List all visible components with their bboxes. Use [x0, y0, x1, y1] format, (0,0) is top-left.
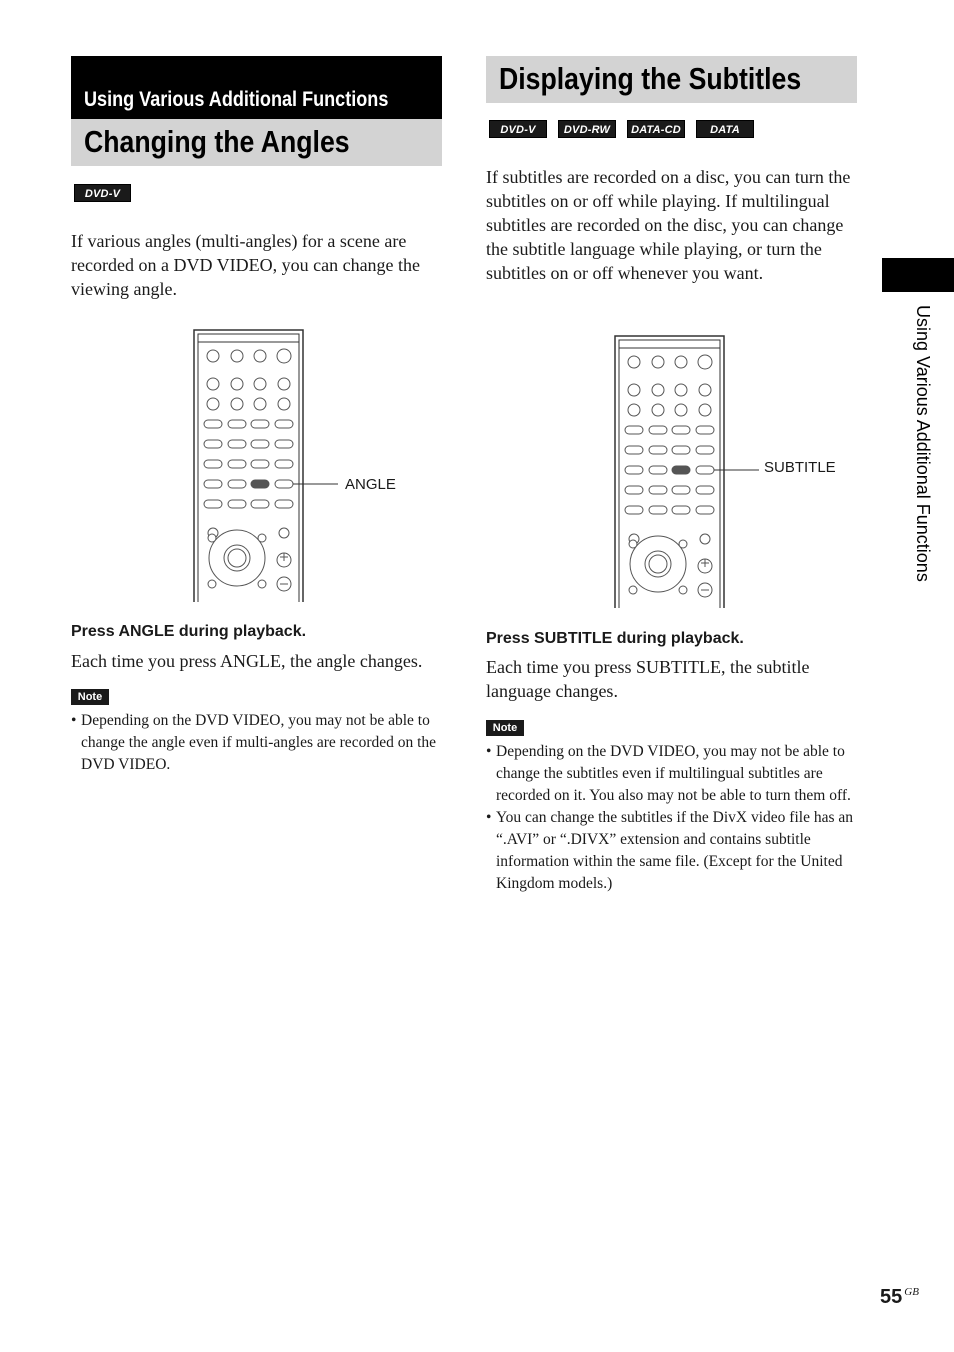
angles-note-tag: Note [71, 689, 109, 705]
badge-dvd-rw: DVD-RW [558, 120, 616, 138]
note-item: • You can change the subtitles if the DivX video file has an “.AVI” or “.DIVX” extension and contains subtitle information within the same file. (Except for the United Kingdom models.) [486, 807, 858, 895]
badge-data-cd: DATA-CD [627, 120, 685, 138]
remote-illustration-angle [190, 328, 400, 604]
note-item: • Depending on the DVD VIDEO, you may not be able to change the subtitles even if multilingual subtitles are recorded on it. You also may not be able to turn them off. [486, 741, 858, 807]
subtitles-note-tag: Note [486, 720, 524, 736]
subtitles-instruction: Press SUBTITLE during playback. [486, 630, 744, 647]
subtitles-intro: If subtitles are recorded on a disc, you can turn the subtitles on or off while playing. If multilingual subtitles are recorded on the disc, you can change the subtitle language while playing, or turn the subtitles on or off whenever you want. [486, 167, 851, 283]
angles-intro: If various angles (multi-angles) for a scene are recorded on a DVD VIDEO, you can change the viewing angle. [71, 231, 421, 299]
badge-dvd-v: DVD-V [489, 120, 547, 138]
page-title-subtitles: Displaying the Subtitles [486, 56, 857, 103]
angles-instruction: Press ANGLE during playback. [71, 623, 307, 640]
section-label: Using Various Additional Functions [71, 56, 442, 119]
page-number: 55 $^{GB}$ [880, 1286, 919, 1308]
subtitles-note-list [486, 741, 858, 895]
angle-callout-label: ANGLE [345, 476, 396, 493]
subtitles-description: Each time you press SUBTITLE, the subtitle language changes. [486, 657, 810, 701]
side-tab-marker [882, 258, 954, 292]
page-title-angles: Changing the Angles [71, 119, 442, 166]
note-item: • Depending on the DVD VIDEO, you may not be able to change the angle even if multi-angles are recorded on the DVD VIDEO. [71, 710, 443, 776]
badge-data-dvd: DATA DVD [696, 120, 754, 138]
badge-dvd-v: DVD-V [74, 184, 131, 202]
subtitle-callout-label: SUBTITLE [764, 459, 836, 476]
angles-note-list [71, 710, 443, 776]
angles-description: Each time you press ANGLE, the angle changes. [71, 651, 423, 671]
side-tab-label: Using Various Additional Functions [913, 305, 933, 582]
